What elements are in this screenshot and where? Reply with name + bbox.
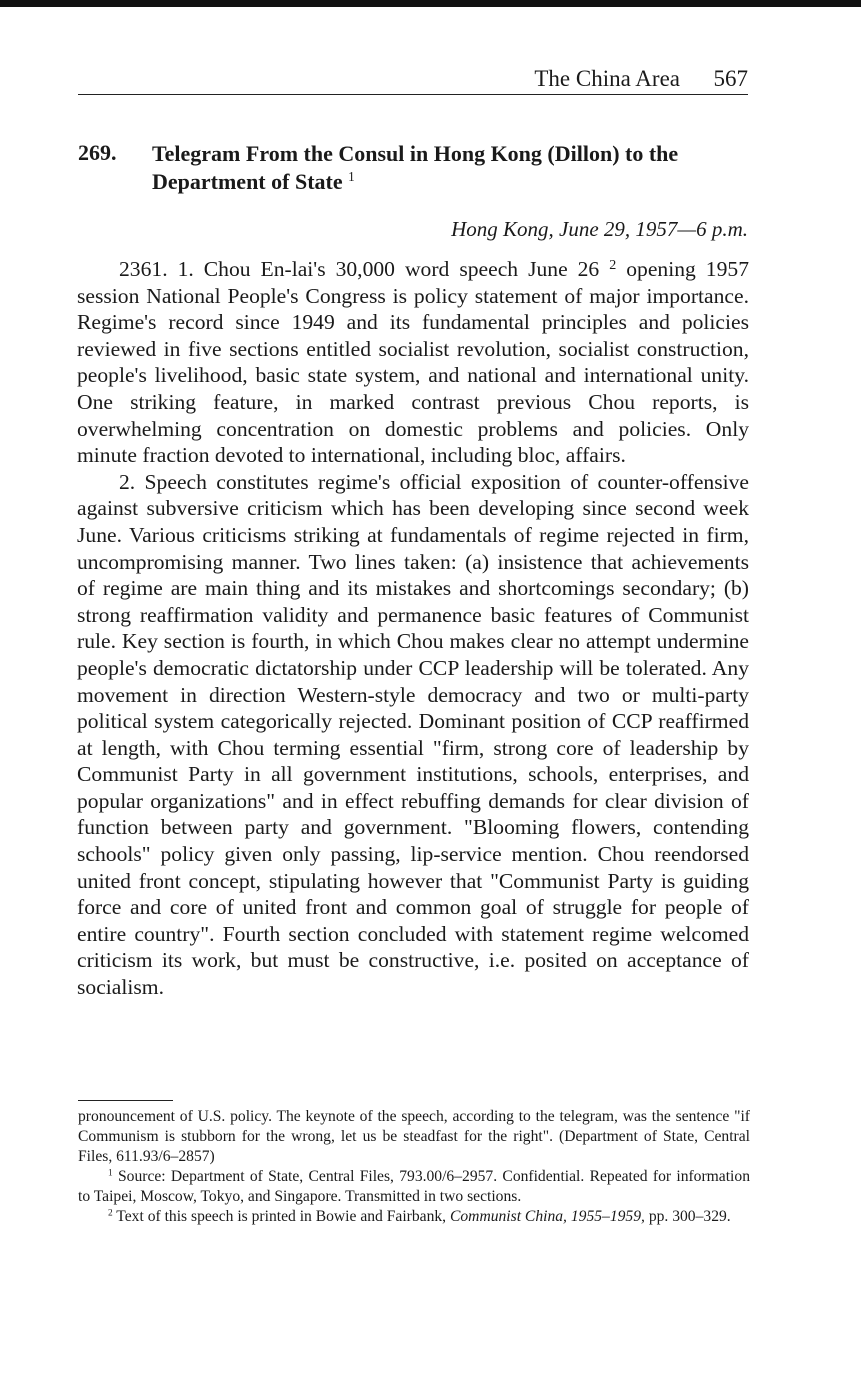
footnote-2-text-b: pp. 300–329. [644,1208,731,1225]
paragraph-1 [77,256,749,469]
footnote-divider [78,1100,173,1101]
footnotes [78,1107,750,1227]
paragraph-2: 2. Speech constitutes regime's official exposition of counter-offensive against subversive criticism which has been developing since second week June. Various criticisms striking at fundamentals of regime rejected in firm, uncompromising manner. Two lines taken: (a) insistence that achievements of regime are main thing and its mistakes and shortcomings secondary; (b) strong reaffirmation validity and permanence basic features of Communist rule. Key section is fourth, in which Chou makes clear no attempt undermine people's democratic dictatorship under CCP leadership will be tolerated. Any movement in direction Western-style democracy and two or multi-party political system categorically rejected. Dominant position of CCP reaffirmed at length, with Chou terming essential "firm, strong core of leadership by Communist Party in all government institutions, schools, enterprises, and popular organizations" and in effect rebuffing demands for clear division of function between party and government. "Blooming flowers, contending schools" policy given only passing, lip-service mention. Chou reendorsed united front concept, stipulating however that "Communist Party is guiding force and core of united front and common goal of struggle for people of entire country". Fourth section concluded with statement regime welcomed criticism its work, but must be constructive, i.e. posited on acceptance of socialism. [77,469,749,1000]
page-top-border [0,0,861,7]
running-head [78,64,748,95]
document-title [152,140,752,196]
footnote-2-marker: 2 [108,1208,113,1219]
document-number: 269. [78,140,117,165]
footnote-1-marker: 1 [108,1168,113,1179]
footnote-1-text: Source: Department of State, Central Files, 793.00/6–2957. Confidential. Repeated for information to Taipei, Moscow, Tokyo, and Singapore. Transmitted in two sections. [78,1168,750,1205]
running-head-title: The China Area [534,66,680,91]
footnote-2-text-a: Text of this speech is printed in Bowie and Fairbank, [112,1208,450,1225]
paragraph-1-lead: 2361. 1. Chou En-lai's 30,000 word speech June 26 [119,257,600,281]
telegram-body [77,256,749,1001]
footnote-2-book-title: Communist China, 1955–1959, [449,1208,645,1225]
document-title-text: Telegram From the Consul in Hong Kong (Dillon) to the Department of State [152,141,679,194]
footnote-continued: pronouncement of U.S. policy. The keynote of the speech, according to the telegram, was the sentence "if Communism is stubborn for the wrong, let us be steadfast for the right". (Department of State, Central Files, 611.93/6–2857) [78,1108,750,1165]
title-footnote-marker[interactable]: 1 [348,169,355,185]
paragraph-1-rest: opening 1957 session National People's Congress is policy statement of major importance. Regime's record since 1949 and its fundamental principles and policies reviewed in five sections entitled socialist revolution, socialist construction, people's livelihood, basic state system, and national and international unity. One striking feature, in marked contrast previous Chou reports, is overwhelming concentration on domestic problems and policies. Only minute fraction devoted to international, including bloc, affairs. [77,257,749,468]
page-number: 567 [713,66,748,91]
footnote-1 [78,1167,750,1207]
footnote-2 [78,1207,750,1227]
dateline: Hong Kong, June 29, 1957—6 p.m. [451,217,748,241]
speech-footnote-marker[interactable]: 2 [609,256,617,273]
